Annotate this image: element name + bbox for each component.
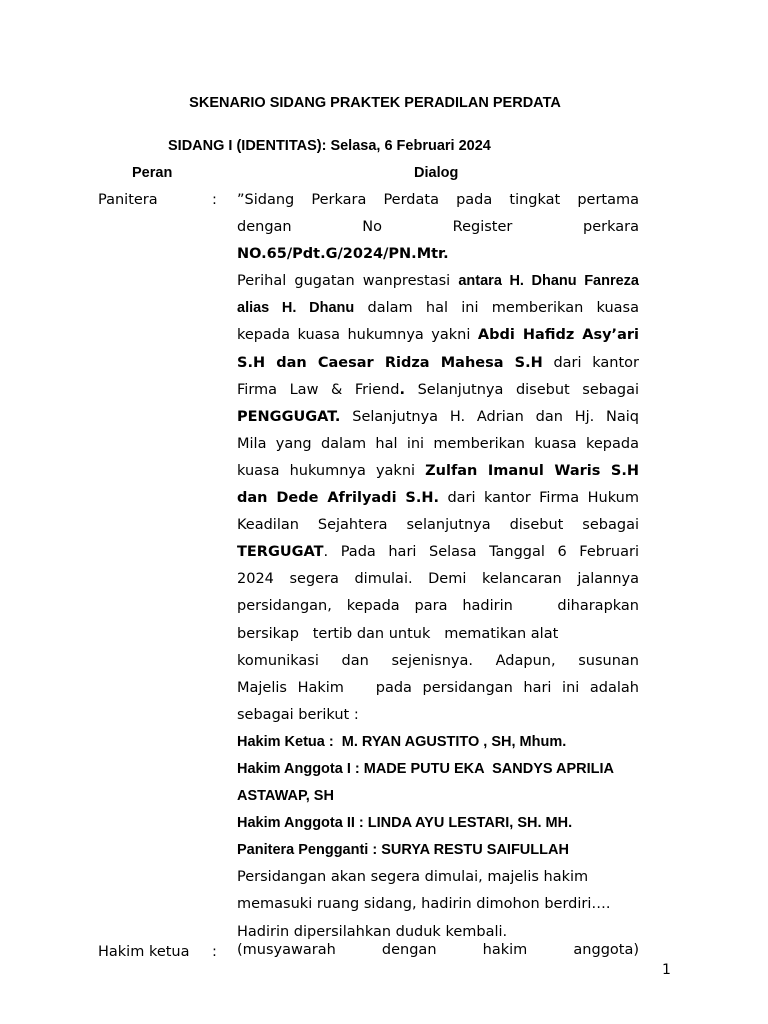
- dialog-line: Persidangan akan segera dimulai, majelis hakim: [237, 869, 589, 886]
- dialog-hakim-ketua: (musyawarah dengan hakim anggota): [237, 942, 639, 958]
- dialog-line: Mila yang dalam hal ini memberikan kuasa kepada: [237, 435, 639, 452]
- dialog-line: dan Dede Afrilyadi S.H. dari kantor Firma Hukum: [237, 490, 639, 507]
- column-header-dialog: Dialog: [414, 165, 459, 181]
- dialog-line: komunikasi dan sejenisnya. Adapun, susunan: [237, 652, 639, 669]
- hakim-anggota-2-line: Hakim Anggota II : LINDA AYU LESTARI, SH. MH.: [237, 815, 573, 832]
- hakim-anggota-1-line-cont: ASTAWAP, SH: [237, 788, 334, 805]
- role-hakim-ketua: Hakim ketua: [98, 944, 190, 960]
- dialog-line: S.H dan Caesar Ridza Mahesa S.H dari kantor: [237, 354, 639, 371]
- hakim-anggota-1-line: Hakim Anggota I : MADE PUTU EKA SANDYS APRILIA: [237, 760, 615, 777]
- dialog-line: memasuki ruang sidang, hadirin dimohon berdiri….: [237, 896, 611, 913]
- register-number: NO.65/Pdt.G/2024/PN.Mtr.: [237, 246, 449, 263]
- dialog-line: bersikap tertib dan untuk mematikan alat: [237, 625, 559, 642]
- panitera-pengganti-line: Panitera Pengganti : SURYA RESTU SAIFULLAH: [237, 842, 569, 859]
- dialog-line: Majelis Hakim pada persidangan hari ini adalah: [237, 679, 639, 696]
- dialog-line: TERGUGAT. Pada hari Selasa Tanggal 6 Februari: [237, 544, 639, 561]
- dialog-line: kepada kuasa hukumnya yakni Abdi Hafidz Asy’ari: [237, 327, 639, 344]
- defendant-lawyer: dan Dede Afrilyadi S.H.: [237, 490, 440, 507]
- column-header-peran: Peran: [132, 165, 173, 181]
- plaintiff-lawyer: Abdi Hafidz Asy’ari: [477, 327, 639, 344]
- plaintiff-alias: alias H. Dhanu: [237, 300, 355, 317]
- defendant-lawyer: Zulfan Imanul Waris S.H: [425, 462, 639, 479]
- page-number: 1: [662, 962, 671, 978]
- dialog-line: sebagai berikut :: [237, 706, 359, 723]
- dialog-line: persidangan, kepada para hadirin diharapkan: [237, 598, 639, 615]
- plaintiff-lawyer: S.H dan Caesar Ridza Mahesa S.H: [237, 354, 543, 371]
- session-subtitle: SIDANG I (IDENTITAS): Selasa, 6 Februari 2024: [168, 138, 491, 154]
- dialog-panitera: [237, 187, 639, 946]
- dialog-line: kuasa hukumnya yakni Zulfan Imanul Waris S.H: [237, 462, 639, 479]
- dialog-line: Hadirin dipersilahkan duduk kembali.: [237, 923, 508, 940]
- dialog-line: [237, 241, 639, 268]
- dialog-line: ”Sidang Perkara Perdata pada tingkat pertama: [237, 192, 639, 208]
- role-panitera: Panitera: [98, 192, 158, 208]
- plaintiff-name: antara H. Dhanu Fanreza: [458, 273, 639, 290]
- dialog-line: dengan No Register perkara: [237, 219, 639, 236]
- role-colon: :: [212, 192, 217, 208]
- dialog-line: Keadilan Sejahtera selanjutnya disebut sebagai: [237, 517, 639, 534]
- dialog-line: alias H. Dhanu dalam hal ini memberikan kuasa: [237, 300, 639, 317]
- dialog-line: PENGGUGAT. Selanjutnya H. Adrian dan Hj. Naiq: [237, 408, 639, 425]
- tergugat-label: TERGUGAT: [237, 544, 324, 561]
- dialog-line: Firma Law & Friend. Selanjutnya disebut sebagai: [237, 381, 639, 398]
- dialog-line: 2024 segera dimulai. Demi kelancaran jalannya: [237, 571, 639, 588]
- hakim-ketua-line: Hakim Ketua : M. RYAN AGUSTITO , SH, Mhum.: [237, 733, 567, 750]
- dialog-line: Perihal gugatan wanprestasi antara H. Dhanu Fanreza: [237, 273, 639, 290]
- document-title: SKENARIO SIDANG PRAKTEK PERADILAN PERDATA: [189, 95, 561, 111]
- penggugat-label: PENGGUGAT.: [237, 408, 341, 425]
- role-colon: :: [212, 944, 217, 960]
